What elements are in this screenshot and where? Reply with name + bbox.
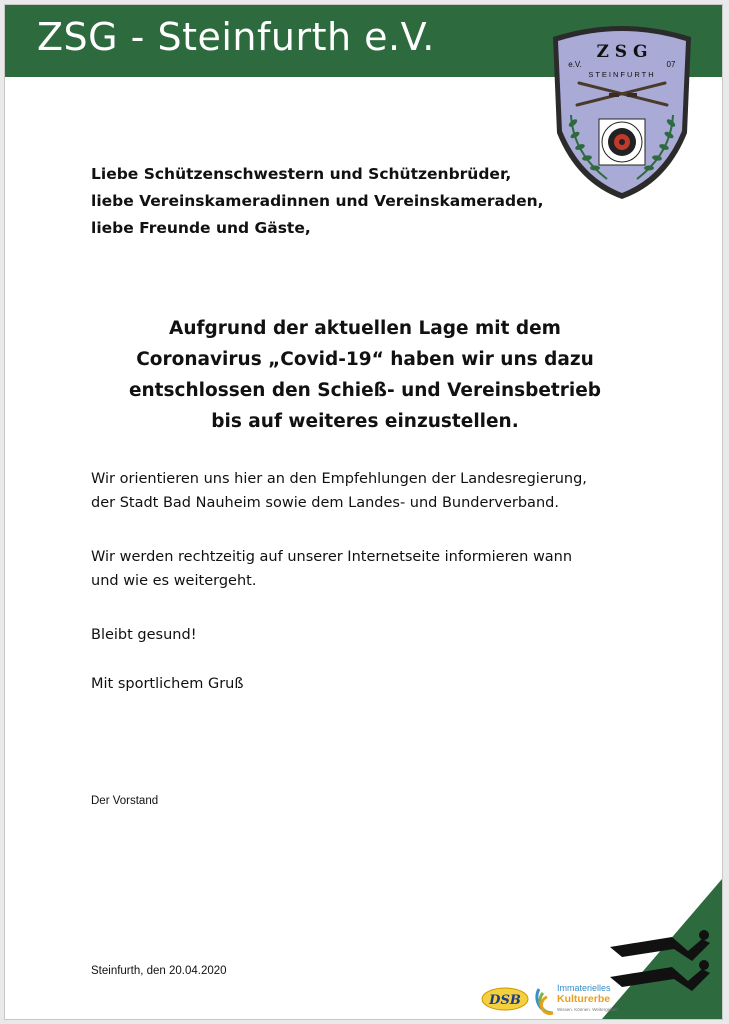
crest-letters: Z S G — [596, 42, 648, 62]
announcement-headline — [65, 313, 665, 437]
headline-line: Coronavirus „Covid-19“ haben wir uns dazu — [136, 349, 594, 370]
paragraph-line: Bleibt gesund! — [91, 627, 197, 643]
crest-town: STEINFURTH — [588, 70, 656, 79]
closing-greeting — [91, 672, 651, 696]
paragraph-updates — [91, 545, 651, 593]
paragraph-line: Wir orientieren uns hier an den Empfehlungen der Landesregierung, — [91, 471, 587, 487]
kulturerbe-line3: Wissen. Können. Weitergeben. — [557, 1007, 619, 1012]
crest-year: 07 — [666, 60, 676, 69]
paragraph-line: und wie es weitergeht. — [91, 573, 257, 589]
corner-decoration — [602, 879, 722, 1019]
paragraph-line: Wir werden rechtzeitig auf unserer Internetseite informieren wann — [91, 549, 573, 565]
paragraph-line: Mit sportlichem Gruß — [91, 676, 244, 692]
headline-line: Aufgrund der aktuellen Lage mit dem — [169, 318, 561, 339]
letter-page — [4, 4, 723, 1020]
salutation-line: liebe Vereinskameradinnen und Vereinskameraden, — [91, 192, 544, 210]
dsb-logo-icon — [479, 985, 531, 1015]
kulturerbe-logo — [533, 979, 617, 1019]
headline-line: bis auf weiteres einzustellen. — [211, 411, 519, 432]
club-title: ZSG - Steinfurth e.V. — [37, 15, 435, 59]
dsb-logo-text: DSB — [489, 993, 521, 1008]
headline-line: entschlossen den Schieß- und Vereinsbetrieb — [128, 380, 602, 401]
paragraph-recommendations — [91, 467, 651, 515]
kulturerbe-line2: Kulturerbe — [557, 993, 611, 1005]
dateline: Steinfurth, den 20.04.2020 — [91, 965, 227, 977]
signature: Der Vorstand — [91, 795, 159, 807]
paragraph-line: der Stadt Bad Nauheim sowie dem Landes- und Bunderverband. — [91, 495, 559, 511]
kulturerbe-arc-icon — [533, 983, 557, 1017]
salutation — [91, 161, 651, 242]
salutation-line: liebe Freunde und Gäste, — [91, 219, 311, 237]
crest-ev: e.V. — [568, 60, 582, 69]
salutation-line: Liebe Schützenschwestern und Schützenbrüder, — [91, 165, 512, 183]
kulturerbe-line1: Immaterielles — [557, 983, 611, 993]
paragraph-stay-healthy — [91, 623, 651, 647]
